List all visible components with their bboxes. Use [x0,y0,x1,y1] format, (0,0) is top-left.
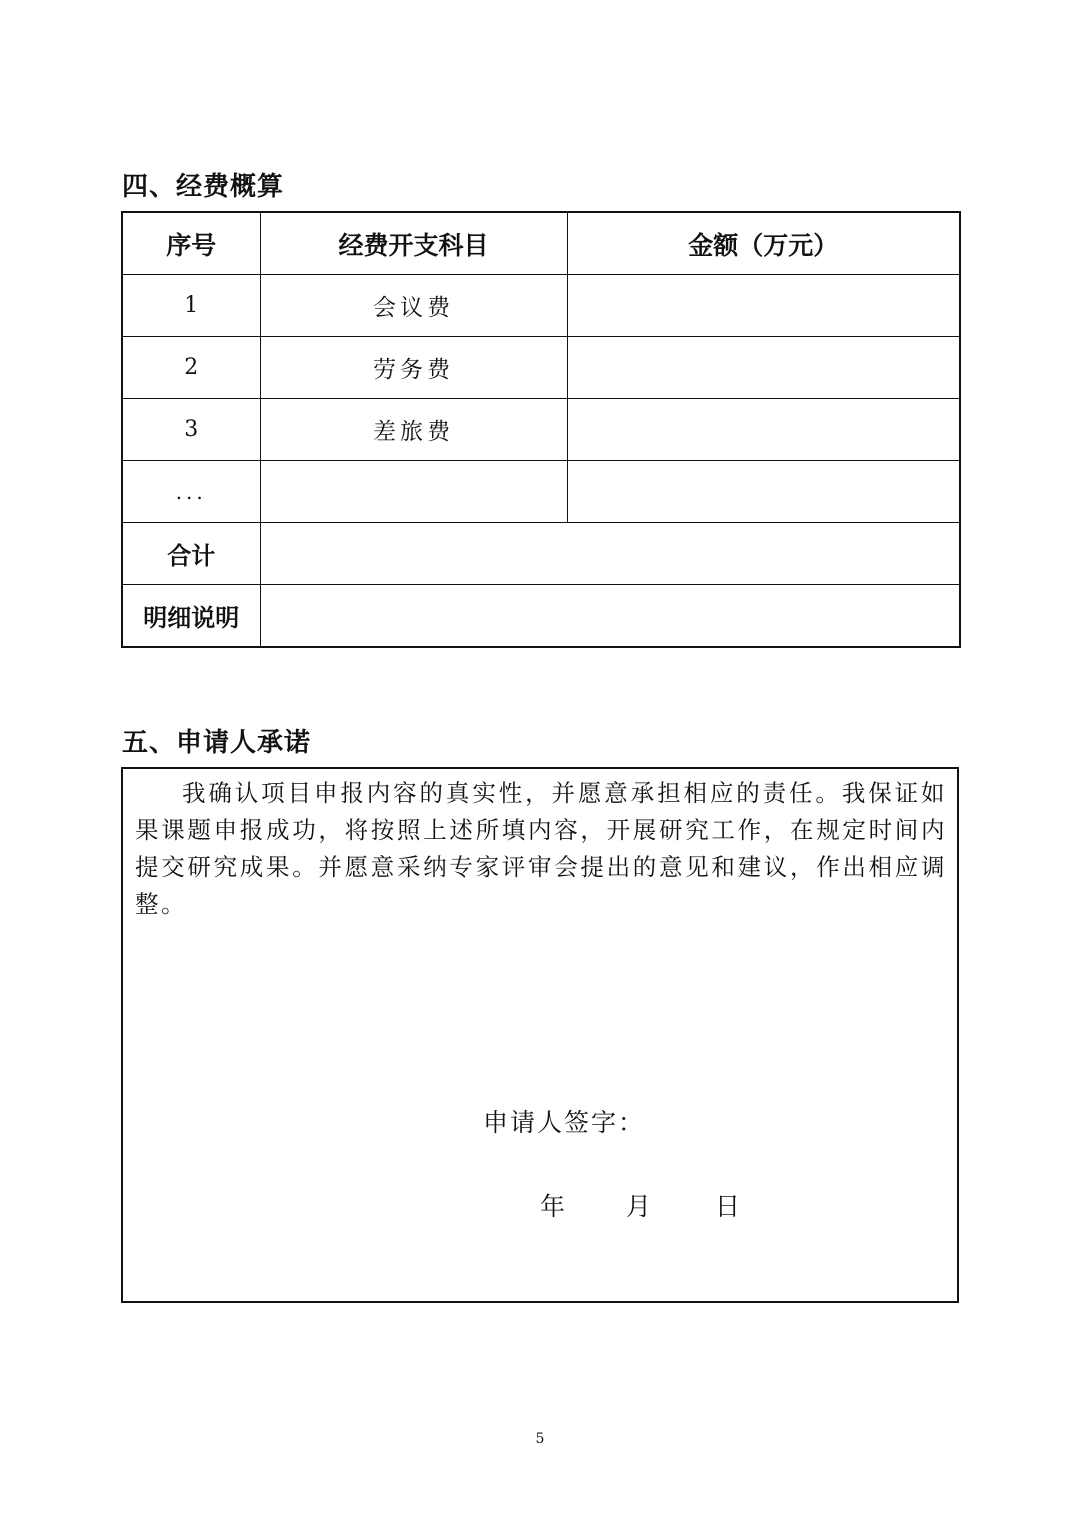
detail-label: 明细说明 [122,585,260,648]
total-label: 合计 [122,523,260,585]
table-row [122,337,960,399]
row-item[interactable] [260,461,567,523]
row-amount[interactable] [567,399,960,461]
row-item: 劳务费 [260,337,567,399]
table-row [122,275,960,337]
signature-label: 申请人签字： [483,1108,646,1137]
date-day-label: 日 [715,1192,741,1221]
total-row [122,523,960,585]
row-number: 3 [122,399,260,461]
row-amount[interactable] [567,461,960,523]
row-number: ... [122,461,260,523]
section-4-title: 四、经费概算 [122,172,285,202]
date-month-label: 月 [626,1192,652,1221]
header-amount: 金额（万元） [567,212,960,275]
row-amount[interactable] [567,275,960,337]
header-serial-number: 序号 [122,212,260,275]
pledge-box [121,767,959,1303]
detail-value[interactable] [260,585,960,648]
date-year-label: 年 [540,1192,566,1221]
row-item: 会议费 [260,275,567,337]
table-header-row [122,212,960,275]
row-number: 2 [122,337,260,399]
page-number: 5 [535,1431,545,1447]
detail-row [122,585,960,648]
row-number: 1 [122,275,260,337]
section-5-title: 五、申请人承诺 [122,728,312,758]
total-value[interactable] [260,523,960,585]
row-item: 差旅费 [260,399,567,461]
pledge-text: 我确认项目申报内容的真实性，并愿意承担相应的责任。我保证如果课题申报成功，将按照上述所填内容，开展研究工作，在规定时间内提交研究成果。并愿意采纳专家评审会提出的意见和建议，作出相应调整。 [135,779,947,918]
row-amount[interactable] [567,337,960,399]
table-row [122,461,960,523]
header-expense-item: 经费开支科目 [260,212,567,275]
table-row [122,399,960,461]
budget-table [121,211,961,648]
